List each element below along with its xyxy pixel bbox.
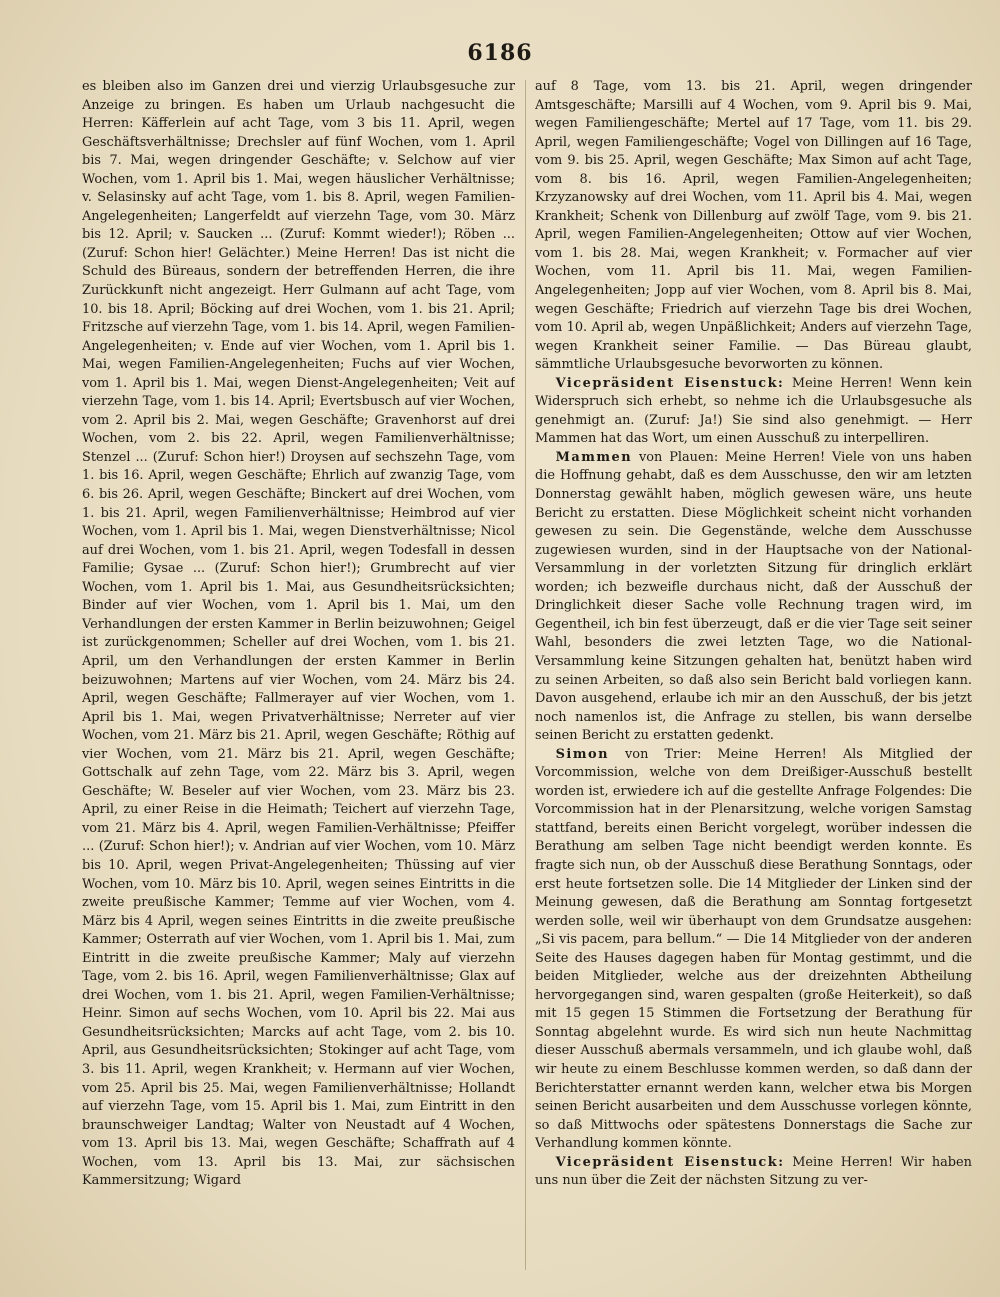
column-divider bbox=[525, 80, 526, 1270]
left-column bbox=[82, 78, 515, 1278]
speech-mammen bbox=[535, 449, 972, 746]
speech-text: von Plauen: Meine Herren! Viele von uns haben die Hoffnung gehabt, daß es dem Ausschusse, den wir am letzten Donnerstag gewählt haben, möglich gewesen wäre, uns heute Bericht zu erstatten. Diese Möglichkeit scheint nicht vorhanden gewesen zu sein. Die Gegenstände, welche dem Ausschusse zugewiesen wurden, sind in der Hauptsache von der National-Versammlung in der vorletzten Sitzung für dringlich erklärt worden; ich bezweifle durchaus nicht, daß der Ausschuß der Dringlichkeit dieser Sache volle Rechnung tragen wird, im Gegentheil, ich bin fest überzeugt, daß er die vier Tage seit seiner Wahl, besonders die zwei letzten Tage, wo die National-Versammlung keine Sitzungen gehalten hat, benützt haben wird zu seinen Arbeiten, so daß also sein Bericht bald vorliegen kann. Davon ausgehend, erlaube ich mir an den Ausschuß, der bis jetzt noch namenlos ist, die Anfrage zu stellen, bis wann derselbe seinen Bericht zu erstatten gedenkt. bbox=[535, 449, 972, 744]
right-column bbox=[535, 78, 972, 1278]
leave-requests-continuation: auf 8 Tage, vom 13. bis 21. April, wegen dringender Amtsgeschäfte; Marsilli auf 4 Wochen, vom 9. April bis 9. Mai, wegen Familiengeschäfte; Mertel auf 17 Tage, vom 11. bis 29. April, wegen Familiengeschäfte; Vogel von Dillingen auf 16 Tage, vom 9. bis 25. April, wegen Geschäfte; Max Simon auf acht Tage, vom 8. bis 16. April, wegen Familien-Angelegenheiten; Krzyzanowsky auf drei Wochen, vom 11. April bis 4. Mai, wegen Krankheit; Schenk von Dillenburg auf zwölf Tage, vom 9. bis 21. April, wegen Familien-Angelegenheiten; Ottow auf vier Wochen, vom 1. bis 28. Mai, wegen Krankheit; v. Formacher auf vier Wochen, vom 11. April bis 11. Mai, wegen Familien-Angelegenheiten; Jopp auf vier Wochen, vom 8. April bis 8. Mai, wegen Geschäfte; Friedrich auf vierzehn Tage bis drei Wochen, vom 10. April ab, wegen Unpäßlichkeit; Anders auf vierzehn Tage, wegen Krankheit seiner Familie. — Das Büreau glaubt, sämmtliche Urlaubsgesuche bevorworten zu können. bbox=[535, 79, 972, 373]
speech-text: von Trier: Meine Herren! Als Mitglied der Vorcommission, welche von dem Dreißiger-Ausschuß bestellt worden ist, erwiedere ich auf die gestellte Anfrage Folgendes: Die Vorcommission hat in der Plenarsitzung, welche vorigen Samstag stattfand, bereits einen Bericht vorgelegt, worüber indessen die Berathung am selben Tage nicht beendigt werden konnte. Es fragte sich nun, ob der Ausschuß diese Berathung Sonntags, oder erst heute fortsetzen solle. Die 14 Mitglieder der Linken sind der Meinung gewesen, daß die Berathung am Sonntag fortgesetzt werden solle, weil wir überhaupt von dem Grundsatze ausgehen: „Si vis pacem, para bellum.“ — Die 14 Mitglieder von der anderen Seite des Hauses dagegen haben für Montag gestimmt, und die beiden Mitglieder, welche aus der dreizehnten Abtheilung hervorgegangen sind, waren gespalten (große Heiterkeit), so daß mit 15 gegen 15 Stimmen die Fortsetzung der Berathung für Sonntag abgelehnt wurde. Es wird sich nun heute Nachmittag dieser Ausschuß abermals versammeln, und ich glaube wohl, daß wir heute zu einem Beschlusse kommen werden, so daß dann der Berichterstatter ernannt werden kann, welcher etwa bis Morgen seinen Bericht ausarbeiten und dem Ausschusse vorlegen könnte, so daß Mittwochs oder spätestens Donnerstags die Sache zur Verhandlung kommen könnte. bbox=[535, 746, 972, 1152]
speech-text: Meine Herren! Wir haben uns nun über die Zeit der nächsten Sitzung zu ver- bbox=[535, 1154, 972, 1189]
leave-requests-paragraph: es bleiben also im Ganzen drei und vierzig Urlaubsgesuche zur Anzeige zu bringen. Es haben um Urlaub nachgesucht die Herren: Käfferlein auf acht Tage, vom 3 bis 11. April, wegen Geschäftsverhältnisse; Drechsler auf fünf Wochen, vom 1. April bis 7. Mai, wegen dringender Geschäfte; v. Selchow auf vier Wochen, vom 1. April bis 1. Mai, wegen häuslicher Verhältnisse; v. Selasinsky auf acht Tage, vom 1. bis 8. April, wegen Familien-Angelegenheiten; Langerfeldt auf vierzehn Tage, vom 30. März bis 12. April; v. Saucken ... (Zuruf: Kommt wieder!); Röben ... (Zuruf: Schon hier! Gelächter.) Meine Herren! Das ist nicht die Schuld des Büreaus, sondern der betreffenden Herren, die ihre Zurückkunft nicht angezeigt. Herr Gulmann auf acht Tage, vom 10. bis 18. April; Böcking auf drei Wochen, vom 1. bis 21. April; Fritzsche auf vierzehn Tage, vom 1. bis 14. April, wegen Familien-Angelegenheiten; v. Ende auf vier Wochen, vom 1. April bis 1. Mai, wegen Familien-Angelegenheiten; Fuchs auf vier Wochen, vom 1. April bis 1. Mai, wegen Dienst-Angelegenheiten; Veit auf vierzehn Tage, vom 1. bis 14. April; Evertsbusch auf vier Wochen, vom 2. April bis 2. Mai, wegen Geschäfte; Gravenhorst auf drei Wochen, vom 2. bis 22. April, wegen Familienverhältnisse; Stenzel ... (Zuruf: Schon hier!) Droysen auf sechszehn Tage, vom 1. bis 16. April, wegen Geschäfte; Ehrlich auf zwanzig Tage, vom 6. bis 26. April, wegen Geschäfte; Binckert auf drei Wochen, vom 1. bis 21. April, wegen Familienverhältnisse; Heimbrod auf vier Wochen, vom 1. April bis 1. Mai, wegen Dienstverhältnisse; Nicol auf drei Wochen, vom 1. bis 21. April, wegen Todesfall in dessen Familie; Gysae ... (Zuruf: Schon hier!); Grumbrecht auf vier Wochen, vom 1. April bis 1. Mai, aus Gesundheitsrücksichten; Binder auf vier Wochen, vom 1. April bis 1. Mai, um den Verhandlungen der ersten Kammer in Berlin beizuwohnen; Geigel ist zurückgenommen; Scheller auf drei Wochen, vom 1. bis 21. April, um den Verhandlungen der ersten Kammer in Berlin beizuwohnen; Martens auf vier Wochen, vom 24. März bis 24. April, wegen Geschäfte; Fallmerayer auf vier Wochen, vom 1. April bis 1. Mai, wegen Privatverhältnisse; Nerreter auf vier Wochen, vom 21. März bis 21. April, wegen Geschäfte; Röthig auf vier Wochen, vom 21. März bis 21. April, wegen Geschäfte; Gottschalk auf zehn Tage, vom 22. März bis 3. April, wegen Geschäfte; W. Beseler auf vier Wochen, vom 23. März bis 23. April, zu einer Reise in die Heimath; Teichert auf vierzehn Tage, vom 21. März bis 4. April, wegen Familien-Verhältnisse; Pfeiffer ... (Zuruf: Schon hier!); v. Andrian auf vier Wochen, vom 10. März bis 10. April, wegen Privat-Angelegenheiten; Thüssing auf vier Wochen, vom 10. März bis 10. April, wegen seines Eintritts in die zweite preußische Kammer; Temme auf vier Wochen, vom 4. März bis 4 April, wegen seines Eintritts in die zweite preußische Kammer; Osterrath auf vier Wochen, vom 1. April bis 1. Mai, zum Eintritt in die zweite preußische Kammer; Maly auf vierzehn Tage, vom 2. bis 16. April, wegen Familienverhältnisse; Glax auf drei Wochen, vom 1. bis 21. April, wegen Familien-Verhältnisse; Heinr. Simon auf sechs Wochen, vom 10. April bis 22. Mai aus Gesundheitsrücksichten; Marcks auf acht Tage, vom 2. bis 10. April, aus Gesundheitsrücksichten; Stokinger auf acht Tage, vom 3. bis 11. April, wegen Krankheit; v. Hermann auf vier Wochen, vom 25. April bis 25. Mai, wegen Familienverhältnisse; Hollandt auf vierzehn Tage, vom 15. April bis 1. Mai, zum Eintritt in den braunschweiger Landtag; Walter von Neustadt auf 4 Wochen, vom 13. April bis 13. Mai, wegen Geschäfte; Schaffrath auf 4 Wochen, vom 13. April bis 13. Mai, zur sächsischen Kammersitzung; Wigard bbox=[82, 79, 515, 1189]
speaker-name: Vicepräsident Eisenstuck: bbox=[555, 375, 785, 391]
speaker-name: Mammen bbox=[555, 449, 633, 465]
speech-simon bbox=[535, 746, 972, 1154]
speaker-name: Simon bbox=[555, 746, 609, 762]
speaker-name: Vicepräsident Eisenstuck: bbox=[555, 1154, 785, 1170]
speech-vicepraesident-1 bbox=[535, 375, 972, 449]
page-number: 6186 bbox=[467, 40, 533, 66]
speech-vicepraesident-2 bbox=[535, 1154, 972, 1191]
speech-text: Meine Herren! Wenn kein Widerspruch sich erhebt, so nehme ich die Urlaubsgesuche als genehmigt an. (Zuruf: Ja!) Sie sind also genehmigt. — Herr Mammen hat das Wort, um einen Ausschuß zu interpelliren. bbox=[535, 375, 972, 447]
